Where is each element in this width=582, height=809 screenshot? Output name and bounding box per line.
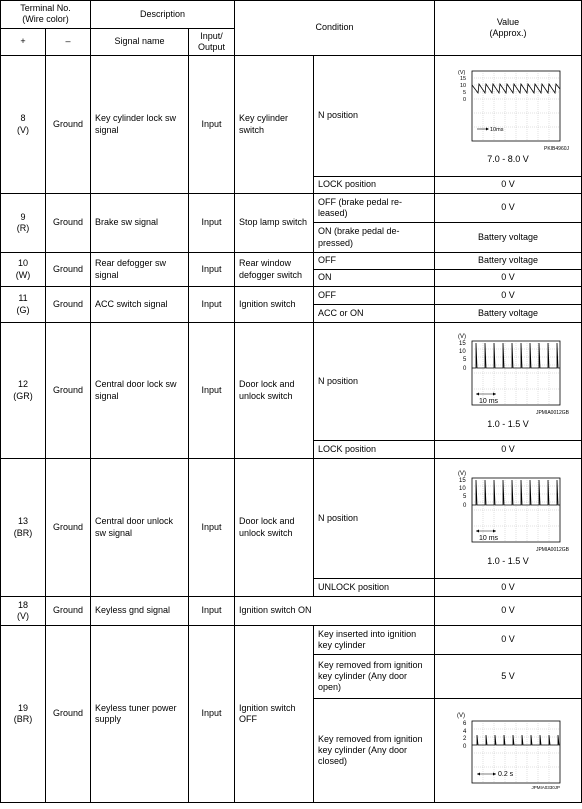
- terminal-cell: 10 (W): [1, 253, 46, 287]
- y-label: 0: [463, 366, 467, 373]
- ground-cell: Ground: [46, 459, 91, 597]
- table-row: [1, 459, 582, 579]
- ground-cell: Ground: [46, 323, 91, 459]
- condition-cell: N position: [314, 56, 435, 177]
- y-label: 15: [459, 478, 466, 485]
- condition-group-cell: Ignition switch: [235, 287, 314, 323]
- ground-cell: Ground: [46, 287, 91, 323]
- condition-cell: ON (brake pedal de- pressed): [314, 223, 435, 253]
- y-label: (V): [458, 334, 467, 341]
- condition-cell: OFF: [314, 253, 435, 270]
- signal-name-cell: ACC switch signal: [91, 287, 189, 323]
- io-cell: Input: [189, 56, 235, 194]
- ground-cell: Ground: [46, 597, 91, 626]
- waveform-12: [452, 333, 564, 411]
- value-cell: 0 V: [435, 270, 582, 287]
- value-cell: Battery voltage: [435, 305, 582, 323]
- condition-cell: LOCK position: [314, 441, 435, 459]
- y-label: 0: [463, 743, 467, 750]
- condition-cell: OFF: [314, 287, 435, 305]
- ground-cell: Ground: [46, 56, 91, 194]
- header-condition: Condition: [235, 1, 435, 56]
- table-row: [1, 323, 582, 441]
- condition-cell: Key removed from ignition key cylinder (Any door closed): [314, 699, 435, 803]
- io-cell: Input: [189, 626, 235, 803]
- y-label: 5: [463, 357, 467, 364]
- figure-code: JPMIA0012GB: [535, 410, 570, 417]
- y-label: 6: [463, 720, 467, 727]
- io-cell: Input: [189, 287, 235, 323]
- header-terminal: Terminal No. (Wire color): [1, 1, 91, 29]
- table-row: [1, 56, 582, 177]
- waveform-13: [452, 470, 564, 548]
- value-cell: [435, 56, 582, 177]
- condition-group-cell: Stop lamp switch: [235, 194, 314, 253]
- x-label: 10ms: [490, 126, 504, 133]
- y-label: 5: [463, 494, 467, 501]
- condition-cell: Key inserted into ignition key cylinder: [314, 626, 435, 655]
- condition-cell: Ignition switch ON: [235, 597, 435, 626]
- condition-group-cell: Door lock and unlock switch: [235, 323, 314, 459]
- value-text: 1.0 - 1.5 V: [487, 555, 529, 566]
- y-label: 10: [460, 82, 467, 89]
- value-cell: 0 V: [435, 287, 582, 305]
- io-cell: Input: [189, 459, 235, 597]
- table-row: [1, 194, 582, 223]
- condition-group-cell: Key cylinder switch: [235, 56, 314, 194]
- figure-code: JPMIA0330JP: [531, 784, 561, 790]
- condition-group-cell: Ignition switch OFF: [235, 626, 314, 803]
- header-input-output: Input/ Output: [189, 28, 235, 56]
- value-text: 1.0 - 1.5 V: [487, 418, 529, 429]
- condition-cell: Key removed from ignition key cylinder (Any door open): [314, 655, 435, 699]
- value-cell: Battery voltage: [435, 223, 582, 253]
- signal-name-cell: Rear defogger sw signal: [91, 253, 189, 287]
- terminal-cell: 11 (G): [1, 287, 46, 323]
- terminal-cell: 19 (BR): [1, 626, 46, 803]
- condition-cell: OFF (brake pedal re- leased): [314, 194, 435, 223]
- value-cell: 5 V: [435, 655, 582, 699]
- signal-name-cell: Keyless gnd signal: [91, 597, 189, 626]
- signal-name-cell: Brake sw signal: [91, 194, 189, 253]
- value-cell: [435, 323, 582, 441]
- signal-name-cell: Key cylinder lock sw signal: [91, 56, 189, 194]
- value-cell: 0 V: [435, 441, 582, 459]
- table-row: [1, 253, 582, 270]
- condition-cell: UNLOCK position: [314, 579, 435, 597]
- condition-group-cell: Rear window defogger switch: [235, 253, 314, 287]
- value-cell: 0 V: [435, 194, 582, 223]
- x-label: 0.2 s: [498, 770, 514, 778]
- value-cell: [435, 699, 582, 803]
- condition-group-cell: Door lock and unlock switch: [235, 459, 314, 597]
- y-label: 0: [463, 503, 467, 510]
- y-label: 4: [463, 728, 467, 735]
- io-cell: Input: [189, 323, 235, 459]
- header-signal-name: Signal name: [91, 28, 189, 56]
- terminal-cell: 12 (GR): [1, 323, 46, 459]
- y-label: (V): [457, 712, 466, 719]
- header-description: Description: [91, 1, 235, 29]
- value-cell: 0 V: [435, 626, 582, 655]
- table-row: [1, 597, 582, 626]
- value-cell: 0 V: [435, 177, 582, 194]
- io-cell: Input: [189, 194, 235, 253]
- terminal-cell: 9 (R): [1, 194, 46, 253]
- y-label: 10: [459, 349, 466, 356]
- condition-cell: LOCK position: [314, 177, 435, 194]
- y-label: 0: [463, 96, 467, 103]
- y-label: 10: [459, 486, 466, 493]
- x-label: 10 ms: [479, 398, 499, 406]
- y-label: 5: [463, 89, 467, 96]
- table-row: [1, 626, 582, 655]
- header-value: Value (Approx.): [435, 1, 582, 56]
- y-label: 15: [460, 75, 467, 82]
- value-cell: Battery voltage: [435, 253, 582, 270]
- signal-name-cell: Central door lock sw signal: [91, 323, 189, 459]
- y-label: 15: [459, 341, 466, 348]
- ground-cell: Ground: [46, 253, 91, 287]
- ground-cell: Ground: [46, 194, 91, 253]
- table-row: [1, 287, 582, 305]
- y-label: (V): [458, 69, 466, 76]
- condition-cell: ON: [314, 270, 435, 287]
- value-cell: 0 V: [435, 597, 582, 626]
- figure-code: PKIB4960J: [543, 145, 570, 152]
- signal-name-cell: Keyless tuner power supply: [91, 626, 189, 803]
- value-text: 7.0 - 8.0 V: [487, 154, 529, 164]
- header-plus: +: [1, 28, 46, 56]
- signal-name-cell: Central door unlock sw signal: [91, 459, 189, 597]
- value-cell: 0 V: [435, 579, 582, 597]
- condition-cell: N position: [314, 323, 435, 441]
- figure-code: JPMIA0012GB: [535, 547, 570, 554]
- io-cell: Input: [189, 253, 235, 287]
- value-cell: [435, 459, 582, 579]
- y-label: (V): [458, 471, 467, 478]
- terminal-cell: 13 (BR): [1, 459, 46, 597]
- terminal-cell: 18 (V): [1, 597, 46, 626]
- condition-cell: ACC or ON: [314, 305, 435, 323]
- waveform-19: [452, 711, 564, 791]
- y-label: 2: [463, 735, 467, 742]
- ground-cell: Ground: [46, 626, 91, 803]
- waveform-8: [452, 67, 564, 147]
- condition-cell: N position: [314, 459, 435, 579]
- terminal-cell: 8 (V): [1, 56, 46, 194]
- header-minus: –: [46, 28, 91, 56]
- io-cell: Input: [189, 597, 235, 626]
- x-label: 10 ms: [479, 535, 499, 543]
